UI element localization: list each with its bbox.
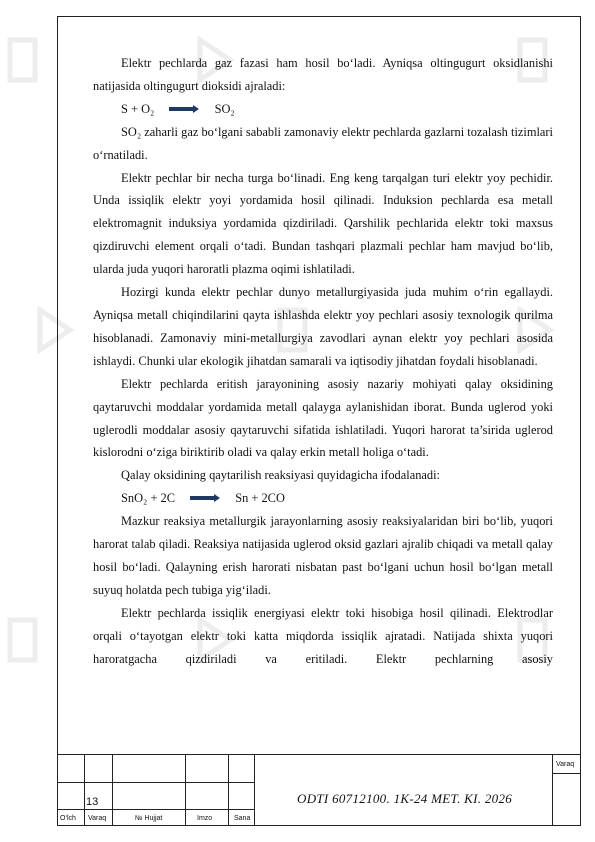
document-code: ODTI 60712100. 1K-24 MET. KI. 2026 xyxy=(297,791,513,806)
equation-right: Sn + 2CO xyxy=(235,491,285,506)
paragraph: Qalay oksidining qaytarilish reaksiyasi quyidagicha ifodalanadi: xyxy=(121,468,440,483)
title-block xyxy=(57,754,581,826)
paragraph: Hozirgi kunda elektr pechlar dunyo metallurgiyasida juda muhim o‘rin egallaydi. Ayniqsa metall chiqindilarini qayta ishlashda elektr yoy pechlari asosiy texnologik qurilma hisoblanadi. Zamonaviy mini-metallurgiya zavodlari aynan elektr yoy pechlari asosida ishlaydi. Chunki ular ekologik jihatdan samarali va iqtisodiy jihatdan foydali hisoblanadi. xyxy=(93,285,553,368)
equation-right: SO₂ xyxy=(214,101,235,116)
watermark-doc-icon xyxy=(10,40,35,80)
paragraph: Elektr pechlarda gaz fazasi ham hosil bo‘ladi. Ayniqsa oltingugurt oksidlanishi natijasida oltingugurt dioksidi ajraladi: xyxy=(93,56,553,93)
reaction-arrow-icon xyxy=(169,105,199,113)
equation-2 xyxy=(93,487,553,510)
paragraph: SO₂ zaharli gaz bo‘lgani sababli zamonaviy elektr pechlarda gazlarni tozalash tizimlari o‘rnatiladi. xyxy=(93,124,553,162)
paragraph: Elektr pechlarda issiqlik energiyasi elektr toki hisobiga hosil qilinadi. Elektrodlar orqali o‘tayotgan elektr toki katta miqdorda issiqlik ajratadi. Natijada shixta yuqori haroratgacha qizdiriladi va eritiladi. Elektr pechlarning asosiy xyxy=(93,605,553,666)
paragraph: Elektr pechlarda eritish jarayonining asosiy nazariy mohiyati qalay oksidining qaytaruvchi moddalar yordamida metall qalayga aylanishidan iborat. Bunda uglerod yoki uglerodli moddalar asosiy qaytaruvchi sifatida ishlatiladi. Yuqori harorat ta’sirida uglerod kislorodni o‘ziga biriktirib oladi va qalay erkin metall holiga o‘tadi. xyxy=(93,376,553,460)
col-label-olch: O‘lch xyxy=(60,815,76,822)
paragraph: Elektr pechlar bir necha turga bo‘linadi. Eng keng tarqalgan turi elektr yoy pechidir. Unda issiqlik elektr yoyi yordamida hosil qilinadi. Induksion pechlarda esa metall elektromagnit induksiya yordamida qizdiriladi. Qarshilik pechlarida elektr toki maxsus qizdiruvchi element orqali o‘tadi. Bundan tashqari plazmali pechlar ham mavjud bo‘lib, ularda juda yuqori haroratli plazma oqimi ishlatiladi. xyxy=(93,170,553,277)
col-label-sana: Sana xyxy=(234,815,251,822)
col-label-hujjat: № Hujjat xyxy=(135,815,163,822)
sheet-label: Varaq xyxy=(556,761,575,768)
page-number: 13 xyxy=(86,796,99,808)
watermark-doc-icon xyxy=(10,620,35,660)
equation-1 xyxy=(93,98,553,121)
reaction-arrow-icon xyxy=(190,494,220,502)
col-label-imzo: Imzo xyxy=(197,815,213,822)
paragraph: Mazkur reaksiya metallurgik jarayonlarning asosiy reaksiyalaridan biri bo‘lib, yuqori harorat talab qiladi. Reaksiya natijasida uglerod oksid gazlari ajralib chiqadi va metall qalay hosil bo‘ladi. Qalayning erish harorati nisbatan past bo‘lgani uchun hosil bo‘lgan metall suyuq holatda pech tubiga yig‘iladi. xyxy=(93,514,553,597)
equation-left: SnO₂ + 2C xyxy=(121,491,175,506)
equation-left: S + O₂ xyxy=(121,101,155,116)
document-body xyxy=(93,52,553,670)
col-label-varaq: Varaq xyxy=(88,815,107,822)
